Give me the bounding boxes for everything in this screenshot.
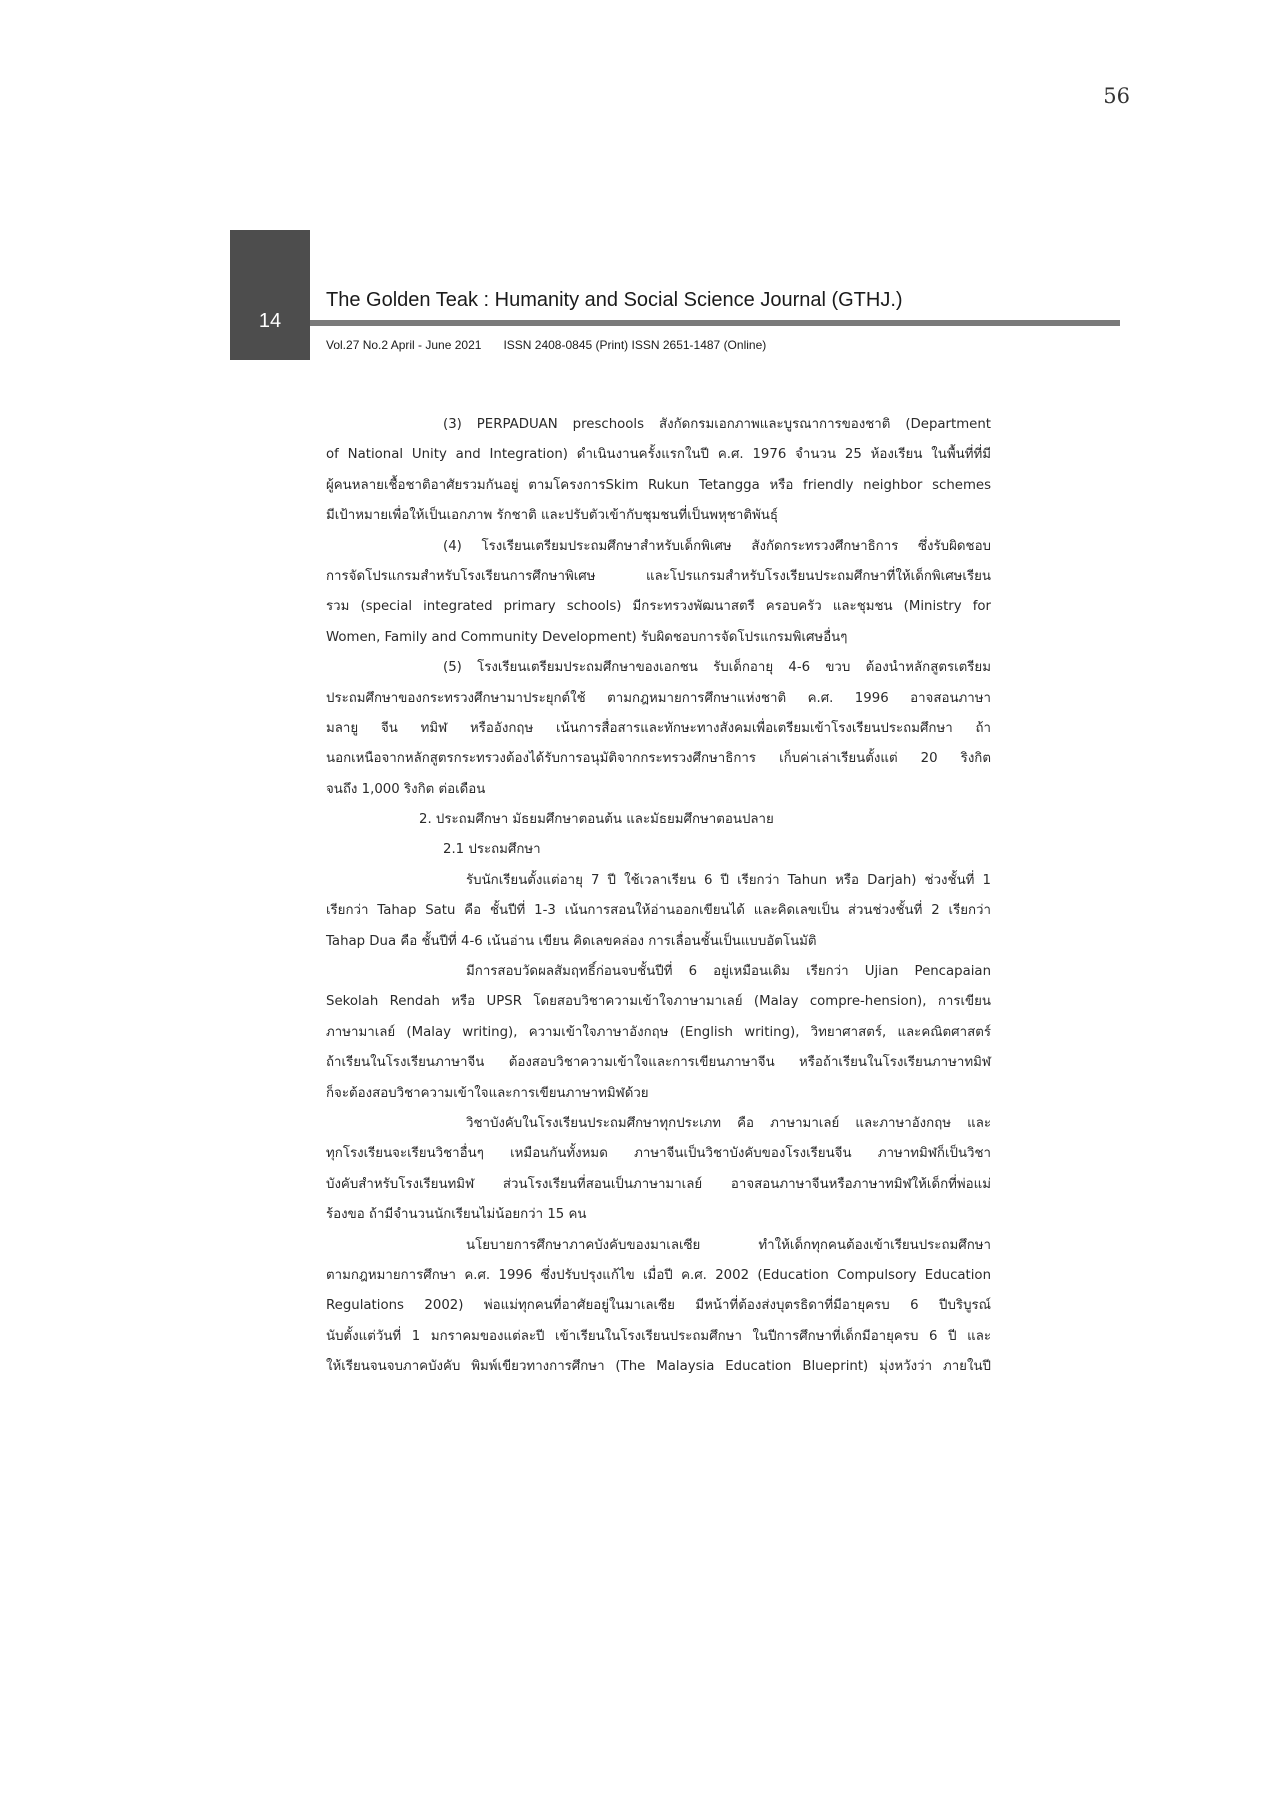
text-line: บังคับสำหรับโรงเรียนทมิฬ ส่วนโรงเรียนที่สอนเป็นภาษามาเลย์ อาจสอนภาษาจีนหรือภาษาทมิฬให้เด็กที่พ่อแม่ (326, 1176, 991, 1192)
subsection-heading: 2.1 ประถมศึกษา (443, 842, 541, 858)
text-line: Women, Family and Community Development) รับผิดชอบการจัดโปรแกรมพิเศษอื่นๆ (326, 629, 848, 645)
text-line: of National Unity and Integration) ดำเนินงานครั้งแรกในปี ค.ศ. 1976 จำนวน 25 ห้องเรียน ในพื้นที่ที่มี (326, 447, 991, 463)
text-line: (3) PERPADUAN preschools สังกัดกรมเอกภาพและบูรณาการของชาติ (Department (443, 417, 991, 432)
text-line: Sekolah Rendah หรือ UPSR โดยสอบวิชาความเข้าใจภาษามาเลย์ (Malay compre-hension), การเขียน (326, 994, 991, 1010)
text-line: ก็จะต้องสอบวิชาความเข้าใจและการเขียนภาษาทมิฬด้วย (326, 1085, 649, 1101)
text-line: ทุกโรงเรียนจะเรียนวิชาอื่นๆ เหมือนกันทั้งหมด ภาษาจีนเป็นวิชาบังคับของโรงเรียนจีน ภาษาทมิฬก็เป็นวิชา (326, 1146, 991, 1162)
text-line: ตามกฎหมายการศึกษา ค.ศ. 1996 ซึ่งปรับปรุงแก้ไข เมื่อปี ค.ศ. 2002 (Education Compulsory Education (326, 1267, 991, 1283)
text-line: ภาษามาเลย์ (Malay writing), ความเข้าใจภาษาอังกฤษ (English writing), วิทยาศาสตร์, และคณิตศาสตร์ (326, 1024, 991, 1040)
text-line: นับตั้งแต่วันที่ 1 มกราคมของแต่ละปี เข้าเรียนในโรงเรียนประถมศึกษา ในปีการศึกษาที่เด็กมีอายุครบ 6 ปี และ (326, 1328, 991, 1344)
text-line: มลายู จีน ทมิฬ หรืออังกฤษ เน้นการสื่อสารและทักษะทางสังคมเพื่อเตรียมเข้าโรงเรียนประถมศึกษา ถ้า (326, 720, 991, 736)
text-line: การจัดโปรแกรมสำหรับโรงเรียนการศึกษาพิเศษ และโปรแกรมสำหรับโรงเรียนประถมศึกษาที่ให้เด็กพิเศษเรียน (326, 568, 991, 584)
text-line: รวม (special integrated primary schools) มีกระทรวงพัฒนาสตรี ครอบครัว และชุมชน (Ministry for (326, 599, 991, 615)
text-line: ผู้คนหลายเชื้อชาติอาศัยรวมกันอยู่ ตามโครงการSkim Rukun Tetangga หรือ friendly neighbor schemes (326, 477, 991, 493)
text-line: Regulations 2002) พ่อแม่ทุกคนที่อาศัยอยู่ในมาเลเซีย มีหน้าที่ต้องส่งบุตรธิดาที่มีอายุครบ 6 ปีบริบูรณ์ (326, 1298, 991, 1314)
text-line: ถ้าเรียนในโรงเรียนภาษาจีน ต้องสอบวิชาความเข้าใจและการเขียนภาษาจีน หรือถ้าเรียนในโรงเรียนภาษาทมิฬ (326, 1055, 991, 1071)
text-line: วิชาบังคับในโรงเรียนประถมศึกษาทุกประเภท คือ ภาษามาเลย์ และภาษาอังกฤษ และ (466, 1115, 991, 1131)
text-line: Tahap Dua คือ ชั้นปีที่ 4-6 เน้นอ่าน เขียน คิดเลขคล่อง การเลื่อนชั้นเป็นแบบอัตโนมัติ (326, 933, 817, 949)
text-line: จนถึง 1,000 ริงกิต ต่อเดือน (326, 781, 486, 797)
text-line: ให้เรียนจนจบภาคบังคับ พิมพ์เขียวทางการศึกษา (The Malaysia Education Blueprint) มุ่งหวังว่า ภายในปี (326, 1359, 991, 1375)
issn-info: ISSN 2408-0845 (Print) ISSN 2651-1487 (Online) (503, 338, 767, 352)
outer-page-number: 56 (1103, 84, 1130, 108)
text-line: นโยบายการศึกษาภาคบังคับของมาเลเซีย ทำให้เด็กทุกคนต้องเข้าเรียนประถมศึกษา (466, 1237, 991, 1253)
article-body (326, 410, 991, 1383)
volume-info: Vol.27 No.2 April - June 2021 (326, 338, 482, 352)
text-line: (5) โรงเรียนเตรียมประถมศึกษาของเอกชน รับเด็กอายุ 4-6 ขวบ ต้องนำหลักสูตรเตรียม (443, 660, 991, 676)
text-line: ร้องขอ ถ้ามีจำนวนนักเรียนไม่น้อยกว่า 15 คน (326, 1207, 587, 1223)
text-line: มีการสอบวัดผลสัมฤทธิ์ก่อนจบชั้นปีที่ 6 อยู่เหมือนเดิม เรียกว่า Ujian Pencapaian (466, 964, 991, 980)
text-line: รับนักเรียนตั้งแต่อายุ 7 ปี ใช้เวลาเรียน 6 ปี เรียกว่า Tahun หรือ Darjah) ช่วงชั้นที่ 1 (466, 872, 991, 888)
journal-title: The Golden Teak : Humanity and Social Science Journal (GTHJ.) (326, 289, 903, 311)
text-line: เรียกว่า Tahap Satu คือ ชั้นปีที่ 1-3 เน้นการสอนให้อ่านออกเขียนได้ และคิดเลขเป็น ส่วนช่วงชั้นที่ 2 เรียกว่า (326, 903, 991, 919)
journal-page-number: 14 (258, 310, 282, 332)
page-number-tab (230, 230, 310, 360)
text-line: มีเป้าหมายเพื่อให้เป็นเอกภาพ รักชาติ และปรับตัวเข้ากับชุมชนที่เป็นพหุชาติพันธุ์ (326, 508, 778, 524)
journal-meta (326, 338, 766, 352)
text-line: (4) โรงเรียนเตรียมประถมศึกษาสำหรับเด็กพิเศษ สังกัดกระทรวงศึกษาธิการ ซึ่งรับผิดชอบ (443, 538, 991, 554)
header-divider (310, 320, 1120, 326)
section-heading: 2. ประถมศึกษา มัธยมศึกษาตอนต้น และมัธยมศึกษาตอนปลาย (419, 812, 774, 828)
text-line: นอกเหนือจากหลักสูตรกระทรวงต้องได้รับการอนุมัติจากกระทรวงศึกษาธิการ เก็บค่าเล่าเรียนตั้งแต่ 20 ริงกิต (326, 751, 991, 767)
text-line: ประถมศึกษาของกระทรวงศึกษามาประยุกต์ใช้ ตามกฎหมายการศึกษาแห่งชาติ ค.ศ. 1996 อาจสอนภาษา (326, 690, 991, 706)
